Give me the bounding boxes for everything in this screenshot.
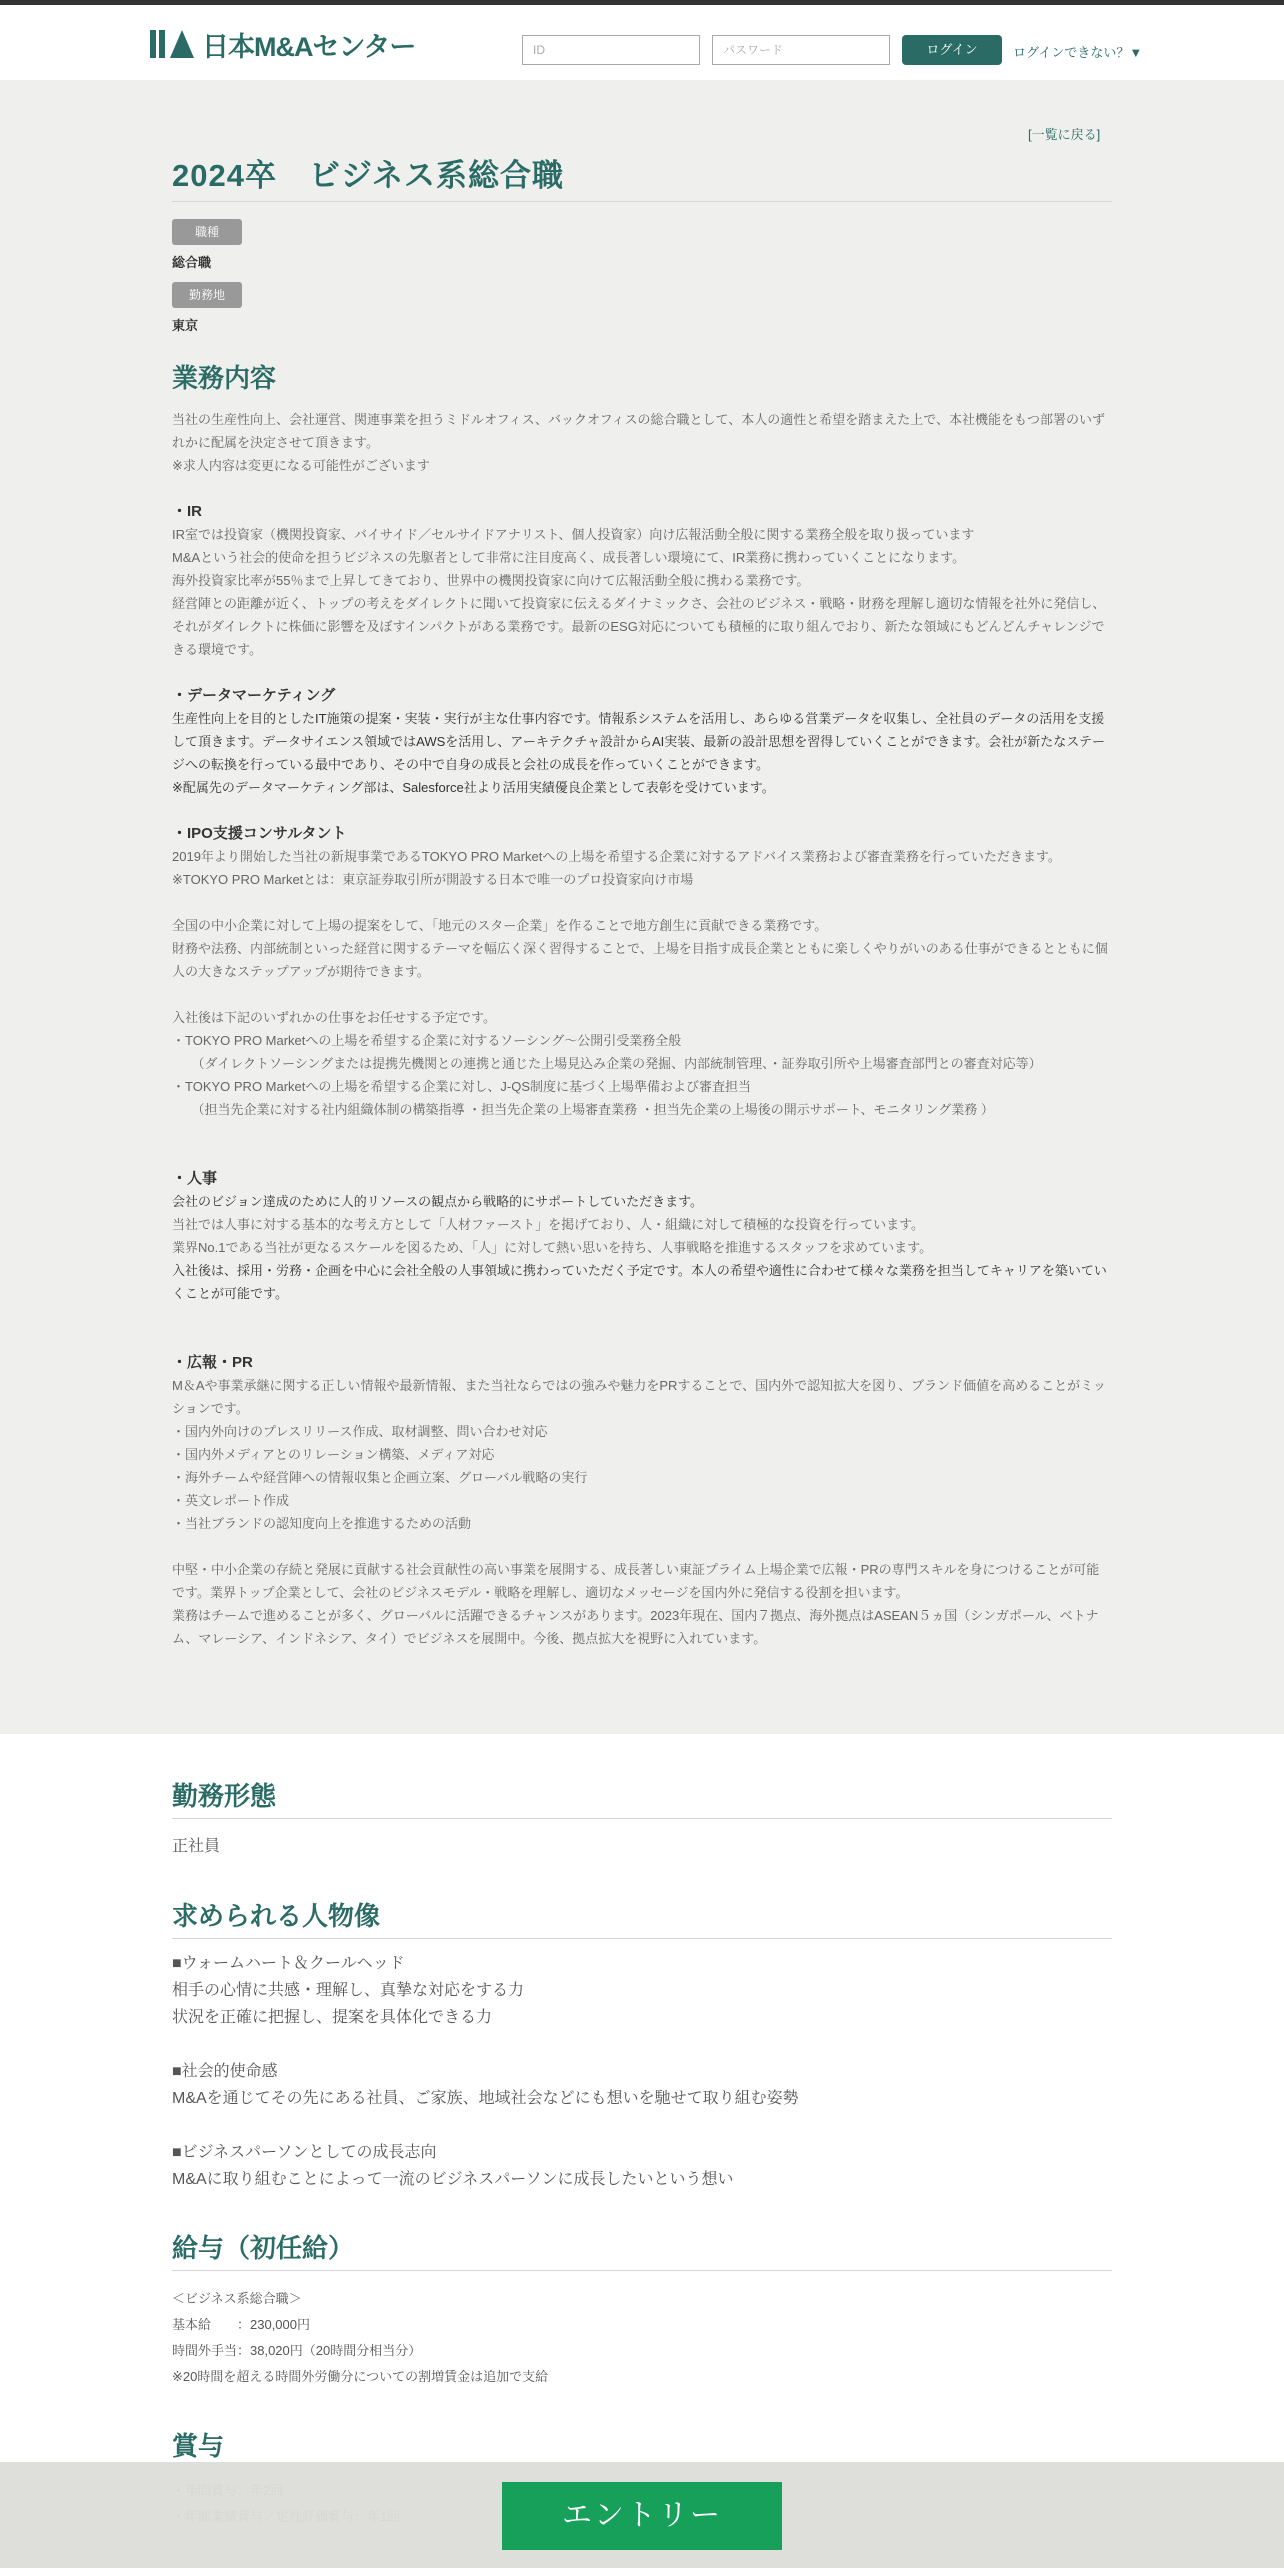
employment-text: 正社員 [172, 1838, 221, 1855]
location-badge: 勤務地 [172, 282, 242, 308]
back-to-list-link[interactable]: [一覧に戻る] [1028, 127, 1101, 142]
ipo-line: 財務や法務、内部統制といった経営に関するテーマを幅広く深く習得することで、上場を目指す成長企業とともに楽しくやりがいのある仕事ができるとともに個人の大きなステップアップが期待できます。 [172, 941, 1108, 979]
pr-line: ・国内外メディアとのリレーション構築、メディア対応 [172, 1447, 495, 1462]
pr-line: 業務はチームで進めることが多く、グローバルに活躍できるチャンスがあります。2023年現在、国内７拠点、海外拠点はASEAN５ヵ国（シンガポール、ベトナム、マレーシア、インドネシア、タイ）でビジネスを展開中。今後、拠点拡大を視野に入れています。 [172, 1608, 1099, 1646]
ipo-line: （担当先企業に対する社内組織体制の構築指導 ・担当先企業の上場審査業務 ・担当先企業の上場後の開示サポート、モニタリング業務 ） [172, 1102, 994, 1117]
persona-body [172, 1950, 1112, 2193]
hr-line: 当社では人事に対する基本的な考え方として「人材ファースト」を掲げており、人・組織に対して積極的な投資を行っています。 [172, 1217, 925, 1232]
category-value: 総合職 [172, 255, 212, 270]
salary-line: 基本給 ：230,000円 [172, 2317, 310, 2332]
ipo-heading: ・IPO支援コンサルタント [172, 825, 347, 842]
logo-mark-icon [150, 30, 194, 58]
persona-line: ■社会的使命感 [172, 2063, 278, 2080]
site-header [0, 5, 1284, 81]
hr-line: 会社のビジョン達成のために人的リソースの観点から戦略的にサポートしていただきます。 [172, 1194, 704, 1209]
pr-line: 中堅・中小企業の存続と発展に貢献する社会貢献性の高い事業を展開する、成長著しい東証プライム上場企業で広報・PRの専門スキルを身につけることが可能です。業界トップ企業として、会社のビジネスモデル・戦略を理解し、適切なメッセージを国内外に発信する役割を担います。 [172, 1562, 1100, 1600]
persona-line: ■ウォームハート＆クールヘッド [172, 1955, 405, 1972]
pr-line: ・国内外向けのプレスリリース作成、取材調整、問い合わせ対応 [172, 1424, 548, 1439]
entry-button[interactable]: エントリー [502, 2482, 782, 2550]
persona-line: M&Aを通じてその先にある社員、ご家族、地域社会などにも想いを馳せて取り組む姿勢 [172, 2090, 799, 2107]
ipo-line: 全国の中小企業に対して上場の提案をして、「地元のスター企業」を作ることで地方創生に貢献できる業務です。 [172, 918, 828, 933]
ir-heading: ・IR [172, 503, 203, 520]
bonus-title: 賞与 [172, 2431, 225, 2461]
login-button[interactable]: ログイン [902, 35, 1002, 65]
employment-title: 勤務形態 [172, 1776, 1112, 1819]
login-help-link[interactable]: ログインできない？▼ [1013, 45, 1143, 60]
persona-line: 状況を正確に把握し、提案を具体化できる力 [172, 2009, 493, 2026]
category-badge: 職種 [172, 219, 242, 245]
pr-line: ・当社ブランドの認知度向上を推進するための活動 [172, 1516, 472, 1531]
duties-intro: ※求人内容は変更になる可能性がございます [172, 458, 430, 473]
id-input[interactable]: ID [522, 35, 700, 65]
dm-heading: ・データマーケティング [172, 687, 336, 704]
persona-line: ■ビジネスパーソンとしての成長志向 [172, 2144, 437, 2161]
entry-footer-bar [0, 2462, 1284, 2568]
location-value: 東京 [172, 318, 199, 333]
persona-line: 相手の心情に共感・理解し、真摯な対応をする力 [172, 1982, 525, 1999]
job-title: 2024卒 ビジネス系総合職 [172, 150, 1112, 202]
persona-line: M&Aに取り組むことによって一流のビジネスパーソンに成長したいという想い [172, 2171, 734, 2188]
ipo-line: ・TOKYO PRO Marketへの上場を希望する企業に対するソーシング～公開引受業務全般 [172, 1033, 682, 1048]
pr-line: ・英文レポート作成 [172, 1493, 290, 1508]
ipo-line: ※TOKYO PRO Marketとは：東京証券取引所が開設する日本で唯一のプロ投資家向け市場 [172, 872, 694, 887]
ipo-line: ・TOKYO PRO Marketへの上場を希望する企業に対し、J-QS制度に基づく上場準備および審査担当 [172, 1079, 752, 1094]
hr-line: 入社後は、採用・労務・企画を中心に会社全般の人事領域に携わっていただく予定です。本人の希望や適性に合わせて様々な業務を担当してキャリアを築いていくことが可能です。 [172, 1263, 1107, 1301]
ir-line: M&Aという社会的使命を担うビジネスの先駆者として非常に注目度高く、成長著しい環境にて、IR業務に携わっていくことになります。 [172, 550, 966, 565]
dm-line: ※配属先のデータマーケティング部は、Salesforce社より活用実績優良企業として表彰を受けています。 [172, 780, 775, 795]
ir-line: IR室では投資家（機関投資家、バイサイド／セルサイドアナリスト、個人投資家）向け広報活動全般に関する業務全般を取り扱っています [172, 527, 975, 542]
persona-title: 求められる人物像 [172, 1896, 1112, 1939]
salary-title: 給与（初任給） [172, 2228, 1112, 2271]
ipo-line: （ダイレクトソーシングまたは提携先機関との連携と通じた上場見込み企業の発掘、内部統制管理、・証券取引所や上場審査部門との審査対応等） [172, 1056, 1042, 1071]
ipo-line: 入社後は下記のいずれかの仕事をお任せする予定です。 [172, 1010, 496, 1025]
salary-line: 時間外手当：38,020円（20時間分相当分） [172, 2343, 422, 2358]
salary-line: ※20時間を超える時間外労働分についての割増賃金は追加で支給 [172, 2369, 549, 2384]
password-input[interactable]: パスワード [712, 35, 890, 65]
ir-line: 経営陣との距離が近く、トップの考えをダイレクトに聞いて投資家に伝えるダイナミックさ、会社のビジネス・戦略・財務を理解し適切な情報を社外に発信し、それがダイレクトに株価に影響を及ぼすインパクトがある業務です。最新のESG対応についても積極的に取り組んでおり、新たな領域にもどんどんチャレンジできる環境です。 [172, 596, 1106, 657]
pr-line: ・海外チームや経営陣への情報収集と企画立案、グローバル戦略の実行 [172, 1470, 588, 1485]
logo-text: 日本M&Aセンター [202, 31, 416, 62]
hr-heading: ・人事 [172, 1170, 218, 1187]
ir-line: 海外投資家比率が55％まで上昇してきており、世界中の機関投資家に向けて広報活動全般に携わる業務です。 [172, 573, 810, 588]
dm-line: 生産性向上を目的としたIT施策の提案・実装・実行が主な仕事内容です。情報系システムを活用し、あらゆる営業データを収集し、全社員のデータの活用を支援して頂きます。データサイエンス領域ではAWSを活用し、アーキテクチャ設計からAI実装、最新の設計思想を習得していくことができます。会社が新たなステージへの転換を行っている最中であり、その中で自身の成長と会社の成長を作っていくことができます。 [172, 711, 1105, 772]
salary-line: ＜ビジネス系総合職＞ [172, 2291, 302, 2306]
employment-value [172, 1833, 1112, 1860]
ipo-line: 2019年より開始した当社の新規事業であるTOKYO PRO Marketへの上場を希望する企業に対するアドバイス業務および審査業務を行っていただきます。 [172, 849, 1061, 864]
pr-line: M＆Aや事業承継に関する正しい情報や最新情報、また当社ならではの強みや魅力をPRすることで、国内外で認知拡大を図り、ブランド価値を高めることがミッションです。 [172, 1378, 1106, 1416]
pr-heading: ・広報・PR [172, 1354, 253, 1371]
salary-body [172, 2286, 1112, 2390]
hr-line: 業界No.1である当社が更なるスケールを図るため、「人」に対して熱い思いを持ち、人事戦略を推進するスタッフを求めています。 [172, 1240, 933, 1255]
duties-intro: 当社の生産性向上、会社運営、関連事業を担うミドルオフィス、バックオフィスの総合職として、本人の適性と希望を踏まえた上で、本社機能をもつ部署のいずれかに配属を決定させて頂きます。 [172, 412, 1106, 450]
duties-body [172, 408, 1112, 1650]
company-logo[interactable] [150, 27, 415, 61]
duties-title: 業務内容 [172, 363, 277, 393]
